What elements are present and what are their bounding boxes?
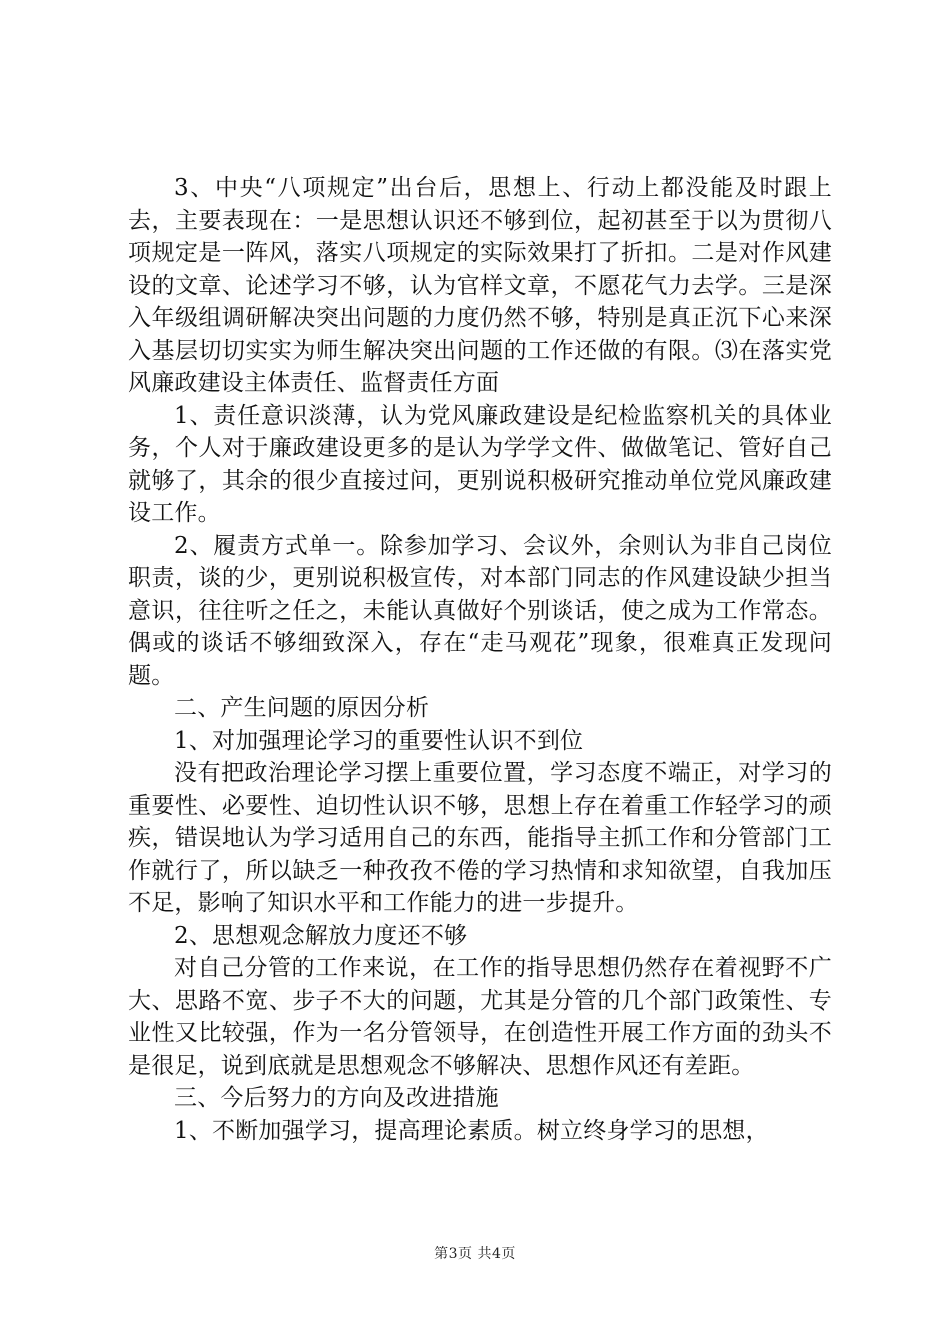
paragraph-responsibility-awareness: 1、责任意识淡薄，认为党风廉政建设是纪检监察机关的具体业务，个人对于廉政建设更多的是认为学学文件、做做笔记、管好自己就够了，其余的很少直接过问，更别说积极研究推动单位党风廉政建设工作。 — [128, 402, 832, 526]
paragraph-eight-rules: 3、中央“八项规定”出台后，思想上、行动上都没能及时跟上去，主要表现在：一是思想认识还不够到位，起初甚至于以为贯彻八项规定是一阵风，落实八项规定的实际效果打了折扣。二是对作风建设的文章、论述学习不够，认为官样文章，不愿花气力去学。三是深入年级组调研解决突出问题的力度仍然不够，特别是真正沉下心来深入基层切切实实为师生解决突出问题的工作还做的有限。⑶在落实党风廉政建设主体责任、监督责任方面 — [128, 175, 832, 396]
paragraph-strengthen-learning: 1、不断加强学习，提高理论素质。树立终身学习的思想， — [174, 1117, 769, 1144]
paragraph-thinking-liberation: 对自己分管的工作来说，在工作的指导思想仍然存在着视野不广大、思路不宽、步子不大的问题，尤其是分管的几个部门政策性、专业性又比较强，作为一名分管领导，在创造性开展工作方面的劲头不是很足，说到底就是思想观念不够解决、思想作风还有差距。 — [128, 955, 832, 1079]
paragraph-theory-study: 没有把政治理论学习摆上重要位置，学习态度不端正，对学习的重要性、必要性、迫切性认识不够，思想上存在着重工作轻学习的顽疾，错误地认为学习适用自己的东西，能指导主抓工作和分管部门工作就行了，所以缺乏一种孜孜不倦的学习热情和求知欲望，自我加压不足，影响了知识水平和工作能力的进一步提升。 — [128, 760, 832, 916]
section-heading-improvement-measures: 三、今后努力的方向及改进措施 — [174, 1085, 499, 1111]
subheading-thinking-liberation: 2、思想观念解放力度还不够 — [174, 922, 468, 949]
section-heading-cause-analysis: 二、产生问题的原因分析 — [174, 695, 430, 721]
paragraph-duty-method: 2、履责方式单一。除参加学习、会议外，余则认为非自己岗位职责，谈的少，更别说积极宣传，对本部门同志的作风建设缺少担当意识，往往听之任之，未能认真做好个别谈话，使之成为工作常态。偶或的谈话不够细致深入，存在“走马观花”现象，很难真正发现问题。 — [128, 532, 832, 689]
subheading-theory-study: 1、对加强理论学习的重要性认识不到位 — [174, 727, 584, 754]
page-footer: 第3页 共4页 — [434, 1246, 516, 1262]
document-body — [128, 172, 832, 1147]
